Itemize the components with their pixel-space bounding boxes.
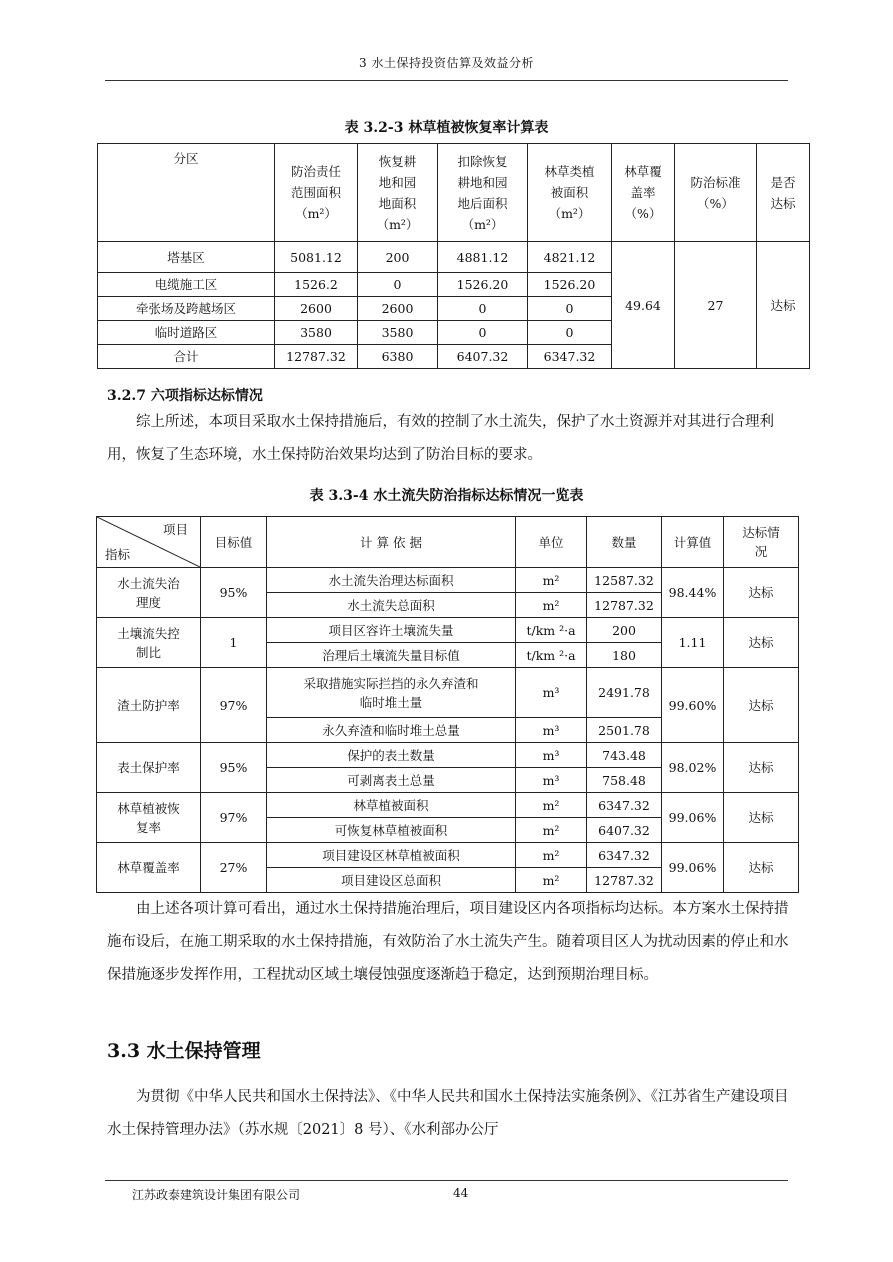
- table1-header-text: 地后面积: [457, 195, 508, 211]
- table1-header-text: 恢复耕: [378, 153, 417, 169]
- indicator-name-text: 复率: [135, 819, 161, 835]
- table1-header-cell: [528, 144, 612, 242]
- table1-cell-zone: 牵张场及跨越场区: [98, 297, 275, 321]
- calc-basis: [267, 818, 516, 843]
- calc-basis: [267, 743, 516, 768]
- indicator-name: [97, 743, 201, 793]
- quantity: 180: [587, 643, 662, 668]
- table1-header-text: 地和园: [378, 174, 417, 190]
- indicator-name: [97, 568, 201, 618]
- table1-header-cell: [675, 144, 757, 242]
- table2-row: [97, 793, 799, 818]
- calc-basis: [267, 768, 516, 793]
- table1-cell-net: 4881.12: [438, 242, 528, 273]
- conclusion-paragraph: [107, 893, 789, 992]
- indicator-name-text: 水土流失治: [117, 575, 180, 591]
- indicator-name-text: 林草植被恢: [117, 800, 180, 816]
- table2-row: [97, 618, 799, 643]
- quantity: 6407.32: [587, 818, 662, 843]
- table1-header-text: 防治责任: [290, 164, 341, 179]
- calc-basis-text: 保护的表土数量: [347, 747, 435, 763]
- table1-header-text: （%）: [624, 206, 662, 221]
- table1-cell-area: 1526.2: [275, 273, 358, 297]
- indicator-name-text: 土壤流失控: [117, 625, 180, 641]
- unit: m²: [516, 593, 587, 618]
- table1-cell-zone: 合计: [98, 345, 275, 369]
- table1-cell-net: 6407.32: [438, 345, 528, 369]
- calc-basis-text: 水土流失总面积: [347, 597, 435, 613]
- unit: m²: [516, 843, 587, 868]
- compliance-result: 达标: [724, 568, 799, 618]
- table1-header-text: 防治标准: [690, 174, 741, 190]
- unit: m²: [516, 868, 587, 893]
- vegetation-recovery-table: [97, 143, 810, 369]
- section-3-3-text: 为贯彻《中华人民共和国水土保持法》、《中华人民共和国水土保持法实施条例》、《江苏省生产建设项目水土保持管理办法》（苏水规〔2021〕8 号）、《水利部办公厅: [107, 1089, 789, 1138]
- table1-cell-restored: 200: [358, 242, 438, 273]
- table1-header-text: 扣除恢复: [457, 153, 508, 169]
- compliance-result: 达标: [724, 743, 799, 793]
- quantity: 12787.32: [587, 868, 662, 893]
- section-3-2-7-paragraph: [107, 406, 789, 472]
- unit: m³: [516, 668, 587, 718]
- quantity: 6347.32: [587, 793, 662, 818]
- table2-row: [97, 743, 799, 768]
- table2-header-text: 况: [754, 544, 768, 559]
- table1-header-text: 地面积: [378, 195, 417, 211]
- calc-basis-text: 采取措施实际拦挡的永久弃渣和: [303, 675, 479, 691]
- unit: m²: [516, 793, 587, 818]
- table1-cell-area: 3580: [275, 321, 358, 345]
- table2-header-calc: [662, 517, 724, 568]
- section-3-2-7-text: 综上所述，本项目采取水土保持措施后，有效的控制了水土流失，保护了水土资源并对其进行合理利用，恢复了生态环境，水土保持防治效果均达到了防治目标的要求。: [107, 414, 774, 463]
- table1-cell-zone: 电缆施工区: [98, 273, 275, 297]
- table1-cell-coverage: 49.64: [612, 242, 675, 369]
- indicator-name: [97, 793, 201, 843]
- running-header: 3 水土保持投资估算及效益分析: [359, 56, 534, 70]
- quantity: 12587.32: [587, 568, 662, 593]
- table1-cell-area: 12787.32: [275, 345, 358, 369]
- indicator-target: 95%: [201, 568, 267, 618]
- table2-header-qty: [587, 517, 662, 568]
- indicator-name-text: 理度: [135, 594, 161, 610]
- table1-header-cell: [612, 144, 675, 242]
- table1-caption: 表 3.2-3 林草植被恢复率计算表: [344, 120, 549, 136]
- table1-cell-zone: 临时道路区: [98, 321, 275, 345]
- calculated-value: 99.06%: [662, 843, 724, 893]
- unit: m³: [516, 743, 587, 768]
- table2-header-result: [724, 517, 799, 568]
- quantity: 6347.32: [587, 843, 662, 868]
- quantity: 743.48: [587, 743, 662, 768]
- table2-header-text: 单位: [538, 534, 564, 550]
- table1-header-cell: [275, 144, 358, 242]
- calc-basis-text: 治理后土壤流失量目标值: [322, 647, 460, 663]
- unit: m³: [516, 768, 587, 793]
- compliance-result: 达标: [724, 843, 799, 893]
- table2-caption: 表 3.3-4 水土流失防治指标达标情况一览表: [309, 488, 584, 504]
- table1-header-text: 林草覆: [624, 164, 662, 179]
- calc-basis-text: 可剥离表土总量: [347, 772, 435, 788]
- indicator-target: 27%: [201, 843, 267, 893]
- corner-label-indicator: 指标: [105, 547, 131, 562]
- table2-header-text: 达标情: [742, 525, 780, 540]
- compliance-result: 达标: [724, 668, 799, 743]
- table2-corner-cell: [97, 517, 201, 568]
- conclusion-text: 由上述各项计算可看出，通过水土保持措施治理后，项目建设区内各项指标均达标。本方案水土保持措施布设后，在施工期采取的水土保持措施，有效防治了水土流失产生。随着项目区人为扰动因素的停止和水保措施逐步发挥作用，工程扰动区域土壤侵蚀强度逐渐趋于稳定，达到预期治理目标。: [107, 901, 789, 983]
- table1-header-text: 分区: [173, 151, 199, 166]
- table1-header-cell: [98, 144, 275, 242]
- table1-header-text: 林草类植: [544, 164, 595, 179]
- table2-row: [97, 668, 799, 718]
- quantity: 2501.78: [587, 718, 662, 743]
- calc-basis: [267, 568, 516, 593]
- calculated-value: 98.02%: [662, 743, 724, 793]
- indicator-name: [97, 618, 201, 668]
- indicator-name-text: 林草覆盖率: [117, 860, 180, 875]
- unit: t/km ²·a: [516, 618, 587, 643]
- table1-cell-net: 0: [438, 321, 528, 345]
- table1-header-text: 耕地和园: [457, 174, 508, 190]
- table1-header-text: （%）: [697, 195, 734, 211]
- quantity: 758.48: [587, 768, 662, 793]
- unit: m²: [516, 818, 587, 843]
- compliance-result: 达标: [724, 793, 799, 843]
- table1-cell-veg: 6347.32: [528, 345, 612, 369]
- footer-divider: [105, 1180, 788, 1181]
- table1-cell-veg: 0: [528, 297, 612, 321]
- table1-cell-restored: 6380: [358, 345, 438, 369]
- table1-cell-veg: 1526.20: [528, 273, 612, 297]
- indicator-name-text: 渣土防护率: [117, 697, 180, 713]
- calc-basis: [267, 593, 516, 618]
- table1-cell-area: 2600: [275, 297, 358, 321]
- table2-header-row: [97, 517, 799, 568]
- calc-basis-text: 项目建设区林草植被面积: [322, 847, 460, 863]
- table1-cell-result: 达标: [757, 242, 810, 369]
- table1-cell-restored: 2600: [358, 297, 438, 321]
- table1-header-cell: [757, 144, 810, 242]
- indicator-target: 1: [201, 618, 267, 668]
- calculated-value: 99.60%: [662, 668, 724, 743]
- table1-cell-restored: 3580: [358, 321, 438, 345]
- table1-header-cell: [358, 144, 438, 242]
- corner-label-project: 项目: [162, 522, 188, 537]
- unit: m³: [516, 718, 587, 743]
- table1-cell-standard: 27: [675, 242, 757, 369]
- table1-header-text: 范围面积: [290, 185, 341, 200]
- calc-basis: [267, 643, 516, 668]
- indicator-name: [97, 843, 201, 893]
- calc-basis: [267, 668, 516, 718]
- table1-row: [98, 242, 810, 273]
- table2-header-text: 目标值: [214, 534, 253, 550]
- compliance-result: 达标: [724, 618, 799, 668]
- table1-header-text: 是否: [770, 174, 796, 190]
- table1-header-text: （m²）: [461, 216, 504, 232]
- calc-basis: [267, 868, 516, 893]
- table2-header-basis: [267, 517, 516, 568]
- unit: m²: [516, 568, 587, 593]
- section-3-2-7-heading: 3.2.7 六项指标达标情况: [107, 388, 263, 404]
- indicator-name-text: 制比: [135, 644, 161, 660]
- calc-basis: [267, 843, 516, 868]
- header-divider: [105, 80, 788, 81]
- table1-cell-restored: 0: [358, 273, 438, 297]
- calc-basis: [267, 618, 516, 643]
- table1-header-text: （m²）: [376, 216, 419, 232]
- table1-cell-veg: 4821.12: [528, 242, 612, 273]
- calc-basis-text: 项目建设区总面积: [340, 872, 441, 888]
- calc-basis-text: 永久弃渣和临时堆土总量: [322, 722, 460, 738]
- calc-basis-text: 水土流失治理达标面积: [328, 572, 454, 588]
- table1-header-row: [98, 144, 810, 242]
- calc-basis-text: 林草植被面积: [353, 797, 429, 813]
- table2-header-text: 计 算 依 据: [360, 534, 422, 550]
- table1-header-cell: [438, 144, 528, 242]
- table1-cell-zone: 塔基区: [98, 242, 275, 273]
- table2-row: [97, 568, 799, 593]
- quantity: 200: [587, 618, 662, 643]
- table1-cell-net: 0: [438, 297, 528, 321]
- page-number: 44: [453, 1186, 469, 1200]
- table1-header-text: 被面积: [550, 185, 589, 200]
- table2-header-unit: [516, 517, 587, 568]
- indicator-target: 97%: [201, 793, 267, 843]
- table1-header-text: 达标: [770, 195, 796, 211]
- table1-header-text: （m²）: [295, 206, 337, 221]
- indicator-target: 97%: [201, 668, 267, 743]
- table1-cell-veg: 0: [528, 321, 612, 345]
- table2-row: [97, 843, 799, 868]
- indicator-name: [97, 668, 201, 743]
- calc-basis-text: 临时堆土量: [359, 694, 423, 710]
- calc-basis: [267, 793, 516, 818]
- unit: t/km ²·a: [516, 643, 587, 668]
- calc-basis: [267, 718, 516, 743]
- section-3-3-paragraph: [107, 1081, 789, 1147]
- calc-basis-text: 项目区容许土壤流失量: [328, 622, 454, 638]
- table1-header-text: 盖率: [630, 185, 656, 200]
- quantity: 12787.32: [587, 593, 662, 618]
- table2-header-target: [201, 517, 267, 568]
- footer-company: 江苏政泰建筑设计集团有限公司: [132, 1188, 301, 1202]
- section-3-3-heading: 3.3 水土保持管理: [107, 1040, 261, 1062]
- calculated-value: 99.06%: [662, 793, 724, 843]
- calculated-value: 98.44%: [662, 568, 724, 618]
- indicator-compliance-table: [96, 516, 799, 893]
- table1-cell-area: 5081.12: [275, 242, 358, 273]
- calc-basis-text: 可恢复林草植被面积: [334, 822, 448, 838]
- indicator-name-text: 表土保护率: [117, 760, 180, 775]
- table2-header-text: 计算值: [673, 534, 712, 550]
- indicator-target: 95%: [201, 743, 267, 793]
- table1-cell-net: 1526.20: [438, 273, 528, 297]
- table2-header-text: 数量: [611, 534, 637, 550]
- quantity: 2491.78: [587, 668, 662, 718]
- table1-header-text: （m²）: [548, 206, 591, 221]
- calculated-value: 1.11: [662, 618, 724, 668]
